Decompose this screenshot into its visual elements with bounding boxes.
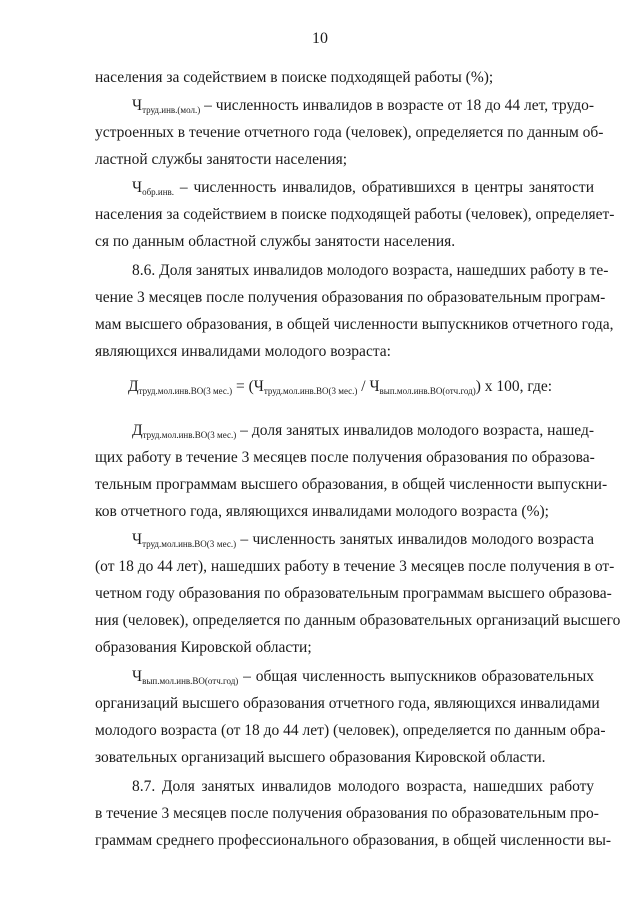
symbol-subscript: труд.мол.инв.ВО(3 мес.) bbox=[142, 430, 237, 440]
symbol: Ч bbox=[132, 531, 143, 548]
section-8-6-heading: 8.6. Доля занятых инвалидов молодого возраста, нашедших работу в те- bbox=[132, 262, 609, 279]
formula-tail: ) х 100, где: bbox=[475, 378, 553, 395]
definition-text: – численность инвалидов, обратившихся в центры занятости bbox=[174, 179, 594, 196]
formula-lhs-symbol: Д bbox=[128, 378, 139, 395]
definition-line bbox=[132, 96, 594, 120]
formula-numerator-subscript: труд.мол.инв.ВО(3 мес.) bbox=[263, 386, 358, 396]
symbol-subscript: обр.инв. bbox=[142, 187, 175, 197]
formula-lhs-subscript: труд.мол.инв.ВО(3 мес.) bbox=[138, 386, 233, 396]
definition-line bbox=[132, 178, 594, 202]
text-line: ния (человек), определяется по данным образовательных организаций высшего bbox=[95, 612, 621, 629]
symbol: Ч bbox=[132, 179, 143, 196]
text-line: чение 3 месяцев после получения образования по образовательным програм- bbox=[95, 289, 606, 306]
text-line: ков отчетного года, являющихся инвалидами молодого возраста (%); bbox=[95, 503, 549, 520]
formula-denominator-subscript: вып.мол.инв.ВО(отч.год) bbox=[379, 386, 476, 396]
text-line: молодого возраста (от 18 до 44 лет) (человек), определяется по данным обра- bbox=[95, 722, 606, 739]
symbol: Д bbox=[132, 422, 143, 439]
definition-text: – доля занятых инвалидов молодого возраста, нашед- bbox=[236, 422, 594, 439]
definition-text: – общая численность выпускников образовательных bbox=[238, 668, 594, 685]
text-line: ся по данным областной службы занятости населения. bbox=[95, 233, 456, 250]
formula-divide: / bbox=[357, 378, 370, 395]
symbol: Ч bbox=[132, 668, 143, 685]
text-line: являющихся инвалидами молодого возраста: bbox=[95, 343, 391, 360]
text-line: устроенных в течение отчетного года (человек), определяется по данным об- bbox=[95, 124, 604, 141]
text-line: образования Кировской области; bbox=[95, 639, 312, 656]
text-line: ластной службы занятости населения; bbox=[95, 151, 348, 168]
text-line: четном году образования по образовательным программам высшего образова- bbox=[95, 585, 612, 602]
text-line: в течение 3 месяцев после получения образования по образовательным про- bbox=[95, 805, 599, 822]
text-line: населения за содействием в поиске подходящей работы (человек), определяет- bbox=[95, 206, 615, 223]
definition-line bbox=[132, 530, 594, 554]
text-line: населения за содействием в поиске подходящей работы (%); bbox=[95, 69, 494, 86]
text-line: тельным программам высшего образования, в общей численности выпускни- bbox=[95, 476, 608, 493]
formula bbox=[128, 377, 552, 401]
formula-denominator-symbol: Ч bbox=[369, 378, 380, 395]
text-line: зовательных организаций высшего образования Кировской области. bbox=[95, 749, 546, 766]
definition-text: – численность инвалидов в возрасте от 18 до 44 лет, трудо- bbox=[200, 97, 595, 114]
text-line: мам высшего образования, в общей численности выпускников отчетного года, bbox=[95, 316, 614, 333]
text-line: граммам среднего профессионального образования, в общей численности вы- bbox=[95, 832, 612, 849]
symbol: Ч bbox=[132, 97, 143, 114]
definition-line bbox=[132, 421, 594, 445]
formula-equals: = ( bbox=[232, 378, 254, 395]
definition-line bbox=[132, 667, 594, 691]
formula-numerator-symbol: Ч bbox=[253, 378, 264, 395]
text-line: организаций высшего образования отчетного года, являющихся инвалидами bbox=[95, 695, 600, 712]
text-line: (от 18 до 44 лет), нашедших работу в течение 3 месяцев после получения в от- bbox=[95, 558, 615, 575]
section-8-7-heading: 8.7. Доля занятых инвалидов молодого возраста, нашедших работу bbox=[132, 778, 594, 795]
symbol-subscript: труд.инв.(мол.) bbox=[142, 105, 201, 115]
symbol-subscript: вып.мол.инв.ВО(отч.год) bbox=[142, 676, 239, 686]
page-number: 10 bbox=[312, 30, 328, 47]
definition-text: – численность занятых инвалидов молодого возраста bbox=[236, 531, 594, 548]
text-line: щих работу в течение 3 месяцев после получения образования по образова- bbox=[95, 449, 595, 466]
symbol-subscript: труд.мол.инв.ВО(3 мес.) bbox=[142, 539, 237, 549]
